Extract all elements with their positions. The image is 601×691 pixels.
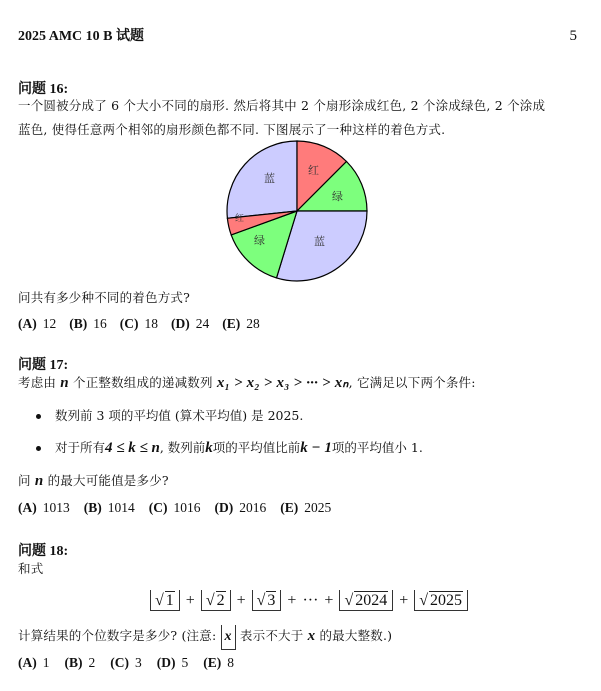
problem-16-line-2: 蓝色, 使得任意两个相邻的扇形颜色都不同. 下图展示了一种这样的着色方式. <box>18 122 446 137</box>
condition-1: 数列前 3 项的平均值 (算术平均值) 是 2025. <box>36 406 303 426</box>
bullet-dot <box>36 414 41 419</box>
floor-term: √ 2025 <box>414 590 468 611</box>
problem-17-intro: 考虑由 n 个正整数组成的递减数列 x₁ > x₂ > x₃ > ··· > xₙ, 它满足以下两个条件: <box>18 375 476 391</box>
var-n: n <box>60 375 69 391</box>
sum-formula: √ 1 + √ 2 + √ 3 + ··· + √ 2024 + √ 2025 <box>150 590 468 611</box>
choice-e[interactable]: (E) 2025 <box>280 500 332 515</box>
floor-term: √ 3 <box>252 590 282 611</box>
sector-blue-top-left <box>227 141 297 218</box>
label-blue-2: 蓝 <box>314 235 325 248</box>
problem-16-title: 问题 16: <box>18 82 69 97</box>
choice-b[interactable]: (B) 2 <box>64 655 96 670</box>
problem-18-choices <box>18 655 234 671</box>
choice-b[interactable]: (B) 1014 <box>83 500 135 515</box>
choice-e[interactable]: (E) 28 <box>222 316 260 331</box>
problem-18-intro: 和式 <box>18 561 44 576</box>
problem-18-question: 计算结果的个位数字是多少? (注意: x 表示不大于 x 的最大整数.) <box>18 624 579 650</box>
choice-c[interactable]: (C) 3 <box>110 655 142 670</box>
problem-16-choices <box>18 316 260 332</box>
bullet-dot <box>36 446 41 451</box>
floor-term: √ 2024 <box>339 590 393 611</box>
choice-c[interactable]: (C) 18 <box>119 316 158 331</box>
choice-a[interactable]: (A) 1013 <box>18 500 70 515</box>
choice-c[interactable]: (C) 1016 <box>148 500 201 515</box>
sequence-expression: x₁ > x₂ > x₃ > ··· > xₙ <box>216 375 349 391</box>
problem-16-line-1: 一个圆被分成了 6 个大小不同的扇形. 然后将其中 2 个扇形涂成红色, 2 个涂成绿色, 2 个涂成 <box>18 98 546 113</box>
label-red-2: 红 <box>235 214 245 224</box>
problem-17-question: 问 n 的最大可能值是多少? <box>18 473 169 489</box>
problem-17-title: 问题 17: <box>18 358 69 373</box>
choice-d[interactable]: (D) 5 <box>156 655 189 670</box>
choice-a[interactable]: (A) 1 <box>18 655 50 670</box>
page-header <box>18 25 577 45</box>
choice-a[interactable]: (A) 12 <box>18 316 57 331</box>
floor-term: √ 2 <box>201 590 231 611</box>
label-red-1: 红 <box>308 164 319 177</box>
label-blue-1: 蓝 <box>264 172 275 185</box>
condition-2: 对于所有 4 ≤ k ≤ n , 数列前 k 项的平均值比前 k − 1 项的平均值小 1. <box>36 438 423 458</box>
floor-term: √ 1 <box>150 590 180 611</box>
label-green-2: 绿 <box>254 234 265 247</box>
label-green-1: 绿 <box>332 190 343 203</box>
page-number: 5 <box>569 28 577 44</box>
pie-diagram <box>226 140 368 282</box>
exam-title: 2025 AMC 10 B 试题 <box>18 29 144 44</box>
problem-17-choices <box>18 500 331 516</box>
choice-d[interactable]: (D) 2016 <box>214 500 267 515</box>
problem-18-title: 问题 18: <box>18 544 69 559</box>
choice-d[interactable]: (D) 24 <box>171 316 210 331</box>
choice-b[interactable]: (B) 16 <box>69 316 107 331</box>
problem-16-text <box>18 94 579 142</box>
problem-16-question: 问共有多少种不同的着色方式? <box>18 290 191 305</box>
choice-e[interactable]: (E) 8 <box>203 655 234 670</box>
